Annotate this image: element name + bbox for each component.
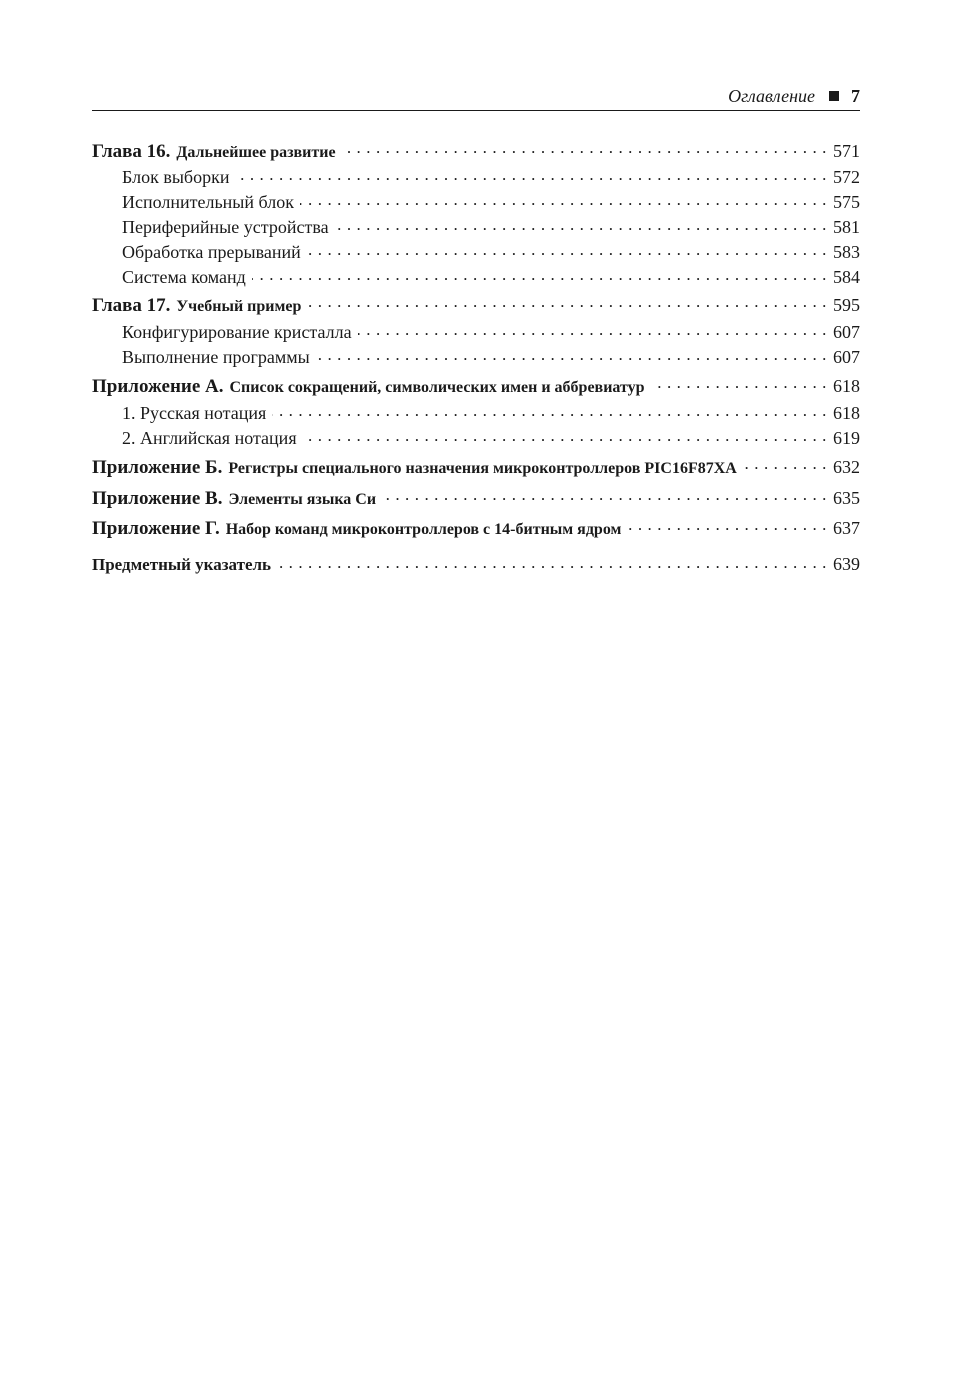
toc-appendix-b[interactable] xyxy=(92,454,860,479)
running-title: Оглавление xyxy=(728,86,815,106)
toc-appendix-v[interactable] xyxy=(92,485,860,510)
toc-entry[interactable] xyxy=(92,426,860,449)
entry-page: 637 xyxy=(833,518,860,538)
toc-entry[interactable] xyxy=(92,215,860,238)
toc-appendix-a[interactable] xyxy=(92,373,860,398)
entry-title: Блок выборки xyxy=(122,167,230,187)
dot-leader xyxy=(627,515,827,534)
toc-chapter-16[interactable] xyxy=(92,138,860,163)
toc-entry[interactable] xyxy=(92,401,860,424)
dot-leader xyxy=(358,320,827,338)
entry-page: 619 xyxy=(833,428,860,448)
entry-page: 607 xyxy=(833,347,860,367)
entry-page: 632 xyxy=(833,457,860,477)
entry-title: Набор команд микроконтроллеров с 14-битным ядром xyxy=(225,521,622,538)
table-of-contents xyxy=(92,0,860,600)
dot-leader xyxy=(342,138,827,157)
entry-title: 2. Английская нотация xyxy=(122,428,297,448)
entry-page: 571 xyxy=(833,141,860,161)
toc-appendix-g[interactable] xyxy=(92,515,860,540)
entry-page: 575 xyxy=(833,192,860,212)
toc-chapter-17[interactable] xyxy=(92,292,860,317)
entry-prefix: Глава 16. xyxy=(92,141,171,162)
entry-page: 607 xyxy=(833,322,860,342)
dot-leader xyxy=(235,165,827,183)
toc-subject-index[interactable] xyxy=(92,553,860,575)
entry-page: 572 xyxy=(833,167,860,187)
dot-leader xyxy=(252,265,827,283)
entry-title: Исполнительный блок xyxy=(122,192,294,212)
entry-title: Предметный указатель xyxy=(92,555,272,574)
dot-leader xyxy=(300,190,827,208)
dot-leader xyxy=(303,426,827,444)
entry-title: 1. Русская нотация xyxy=(122,403,267,423)
entry-title: Обработка прерываний xyxy=(122,242,301,262)
entry-page: 583 xyxy=(833,242,860,262)
dot-leader xyxy=(307,240,827,258)
dot-leader xyxy=(335,215,827,233)
entry-title: Выполнение программы xyxy=(122,347,310,367)
entry-prefix: Приложение Б. xyxy=(92,457,223,478)
entry-title: Дальнейшее развитие xyxy=(176,144,336,161)
toc-entry[interactable] xyxy=(92,240,860,263)
toc-entry[interactable] xyxy=(92,165,860,188)
page-number: 7 xyxy=(851,86,860,106)
entry-page: 595 xyxy=(833,295,860,315)
toc-entry[interactable] xyxy=(92,320,860,343)
dot-leader xyxy=(651,373,827,392)
dot-leader xyxy=(307,292,827,311)
toc-entry[interactable] xyxy=(92,190,860,213)
toc-entry[interactable] xyxy=(92,265,860,288)
entry-page: 639 xyxy=(833,554,860,574)
entry-page: 618 xyxy=(833,376,860,396)
entry-prefix: Глава 17. xyxy=(92,295,171,316)
entry-title: Периферийные устройства xyxy=(122,217,329,237)
entry-prefix: Приложение В. xyxy=(92,488,223,509)
entry-title: Конфигурирование кристалла xyxy=(122,322,352,342)
entry-title: Регистры специального назначения микроконтроллеров PIC16F87XA xyxy=(228,460,737,477)
entry-title: Элементы языка Си xyxy=(228,491,377,508)
entry-title: Система команд xyxy=(122,267,246,287)
entry-page: 584 xyxy=(833,267,860,287)
entry-page: 635 xyxy=(833,488,860,508)
entry-prefix: Приложение Г. xyxy=(92,518,220,539)
dot-leader xyxy=(316,345,827,363)
dot-leader xyxy=(277,553,827,570)
dot-leader xyxy=(382,485,827,504)
entry-page: 618 xyxy=(833,403,860,423)
toc-entry[interactable] xyxy=(92,345,860,368)
entry-title: Список сокращений, символических имен и аббревиатур xyxy=(229,379,645,396)
dot-leader xyxy=(743,454,827,473)
entry-page: 581 xyxy=(833,217,860,237)
entry-title: Учебный пример xyxy=(176,298,302,315)
dot-leader xyxy=(272,401,827,419)
entry-prefix: Приложение А. xyxy=(92,376,224,397)
